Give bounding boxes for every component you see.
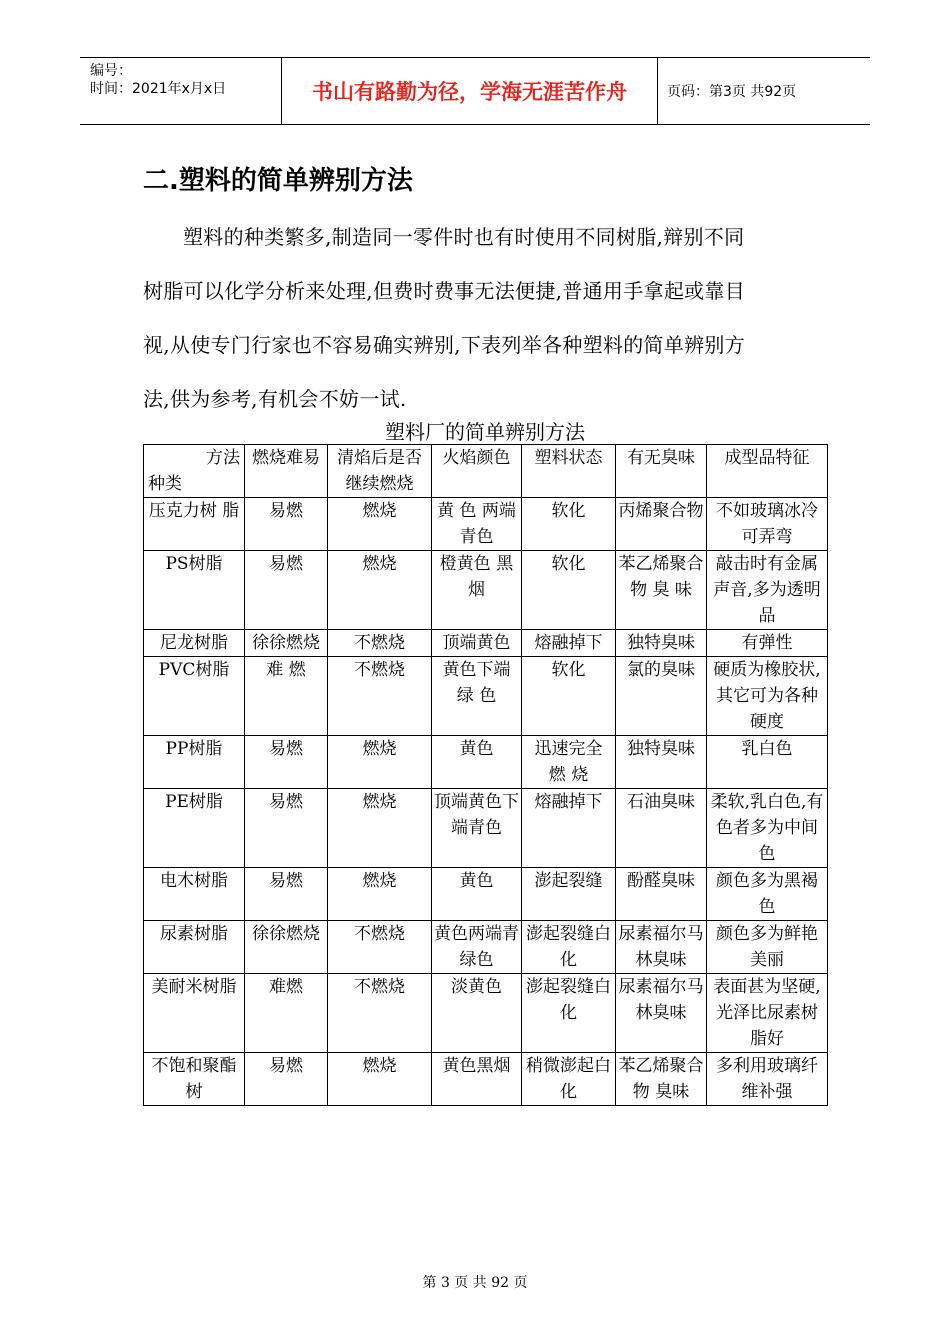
plastic-type-cell: 压克力树 脂	[144, 498, 245, 551]
table-cell: 不燃烧	[328, 657, 432, 736]
header-page-info: 页码：第3页 共92页	[667, 84, 797, 100]
table-cell: 不燃烧	[328, 974, 432, 1053]
table-cell: 燃烧	[328, 1053, 432, 1106]
table-cell: 不燃烧	[328, 630, 432, 657]
page-footer: 第 3 页 共 92 页	[422, 1275, 528, 1291]
table-cell: 软化	[522, 657, 616, 736]
time-label: 时间：2021年x月x日	[90, 81, 227, 97]
table-cell: 稍微澎起白化	[522, 1053, 616, 1106]
table-cell: 熔融掉下	[522, 789, 616, 868]
table-cell: 酚醛臭味	[616, 868, 707, 921]
table-cell: 黄色两端青绿色	[432, 921, 522, 974]
table-row	[144, 974, 828, 1053]
table-cell: 熔融掉下	[522, 630, 616, 657]
plastic-type-cell: PVC树脂	[144, 657, 245, 736]
table-row	[144, 868, 828, 921]
table-cell: 澎起裂缝	[522, 868, 616, 921]
header-meta	[80, 58, 282, 124]
table-row	[144, 551, 828, 630]
table-cell: 橙黄色 黑 烟	[432, 551, 522, 630]
column-header: 塑料状态	[522, 445, 616, 498]
table-cell: 顶端黄色下端青色	[432, 789, 522, 868]
table-cell: 柔软,乳白色,有色者多为中间色	[707, 789, 828, 868]
table-cell: 不如玻璃冰冷可弄弯	[707, 498, 828, 551]
paragraph-line: 树脂可以化学分析来处理,但费时费事无法便捷,普通用手拿起或靠目	[143, 279, 746, 303]
table-cell: 燃烧	[328, 551, 432, 630]
table-cell: 软化	[522, 498, 616, 551]
table-cell: 苯乙烯聚合物 臭味	[616, 1053, 707, 1106]
table-cell: 燃烧	[328, 736, 432, 789]
table-cell: 澎起裂缝白化	[522, 974, 616, 1053]
paragraph-line: 视,从使专门行家也不容易确实辨别,下表列举各种塑料的简单辨别方	[143, 333, 746, 357]
table-cell: 徐徐燃烧	[245, 921, 328, 974]
column-header: 火焰颜色	[432, 445, 522, 498]
table-cell: 敲击时有金属声音,多为透明品	[707, 551, 828, 630]
section-title: 二.塑料的简单辨别方法	[143, 166, 413, 196]
table-row	[144, 630, 828, 657]
table-cell: 表面甚为坚硬,光泽比尿素树脂好	[707, 974, 828, 1053]
plastic-type-cell: 不饱和聚酯树	[144, 1053, 245, 1106]
page-header	[80, 57, 870, 125]
table-cell: 石油臭味	[616, 789, 707, 868]
number-label: 编号：	[90, 63, 132, 79]
table-row	[144, 736, 828, 789]
corner-header	[144, 445, 245, 498]
table-cell: 尿素福尔马林臭味	[616, 974, 707, 1053]
column-header: 清焰后是否继续燃烧	[328, 445, 432, 498]
column-header: 燃烧难易	[245, 445, 328, 498]
table-cell: 易燃	[245, 789, 328, 868]
table-cell: 顶端黄色	[432, 630, 522, 657]
table-cell: 徐徐燃烧	[245, 630, 328, 657]
table-cell: 迅速完全 燃 烧	[522, 736, 616, 789]
plastic-type-cell: 电木树脂	[144, 868, 245, 921]
table-cell: 硬质为橡胶状,其它可为各种硬度	[707, 657, 828, 736]
table-cell: 颜色多为黑褐色	[707, 868, 828, 921]
paragraph-line: 塑料的种类繁多,制造同一零件时也有时使用不同树脂,辩别不同	[183, 225, 745, 249]
table-row	[144, 1053, 828, 1106]
plastic-type-cell: PP树脂	[144, 736, 245, 789]
table-cell: 难 燃	[245, 657, 328, 736]
table-cell: 燃烧	[328, 789, 432, 868]
table-cell: 易燃	[245, 498, 328, 551]
table-caption: 塑料厂的简单辨别方法	[385, 420, 585, 444]
identification-table	[143, 444, 828, 1106]
table-cell: 独特臭味	[616, 630, 707, 657]
table-row	[144, 657, 828, 736]
plastic-type-cell: PE树脂	[144, 789, 245, 868]
table-cell: 多利用玻璃纤维补强	[707, 1053, 828, 1106]
table-header-row	[144, 445, 828, 498]
plastic-type-cell: 美耐米树脂	[144, 974, 245, 1053]
corner-type: 种类	[148, 474, 182, 494]
table-row	[144, 921, 828, 974]
table-cell: 有弹性	[707, 630, 828, 657]
table-cell: 易燃	[245, 551, 328, 630]
table-row	[144, 789, 828, 868]
table-cell: 难燃	[245, 974, 328, 1053]
table-cell: 独特臭味	[616, 736, 707, 789]
table-cell: 黄色黑烟	[432, 1053, 522, 1106]
table-cell: 淡黄色	[432, 974, 522, 1053]
table-cell: 黄 色 两端青色	[432, 498, 522, 551]
table-cell: 乳白色	[707, 736, 828, 789]
table-cell: 苯乙烯聚合物 臭 味	[616, 551, 707, 630]
table-cell: 易燃	[245, 868, 328, 921]
table-cell: 颜色多为鲜艳美丽	[707, 921, 828, 974]
table-cell: 澎起裂缝白化	[522, 921, 616, 974]
plastic-type-cell: PS树脂	[144, 551, 245, 630]
corner-method: 方法	[206, 448, 240, 468]
table-row	[144, 498, 828, 551]
table-cell: 黄色	[432, 736, 522, 789]
intro-paragraph	[143, 210, 807, 426]
table-cell: 氯的臭味	[616, 657, 707, 736]
table-cell: 软化	[522, 551, 616, 630]
table-cell: 尿素福尔马林臭味	[616, 921, 707, 974]
table-cell: 黄色	[432, 868, 522, 921]
table-cell: 燃烧	[328, 868, 432, 921]
plastic-type-cell: 尿素树脂	[144, 921, 245, 974]
table-cell: 燃烧	[328, 498, 432, 551]
paragraph-line: 法,供为参考,有机会不妨一试.	[143, 387, 407, 411]
table-cell: 丙烯聚合物	[616, 498, 707, 551]
column-header: 成型品特征	[707, 445, 828, 498]
table-cell: 不燃烧	[328, 921, 432, 974]
table-cell: 黄色下端 绿 色	[432, 657, 522, 736]
header-motto: 书山有路勤为径，学海无涯苦作舟	[282, 58, 658, 124]
plastic-type-cell: 尼龙树脂	[144, 630, 245, 657]
table-cell: 易燃	[245, 1053, 328, 1106]
table-cell: 易燃	[245, 736, 328, 789]
column-header: 有无臭味	[616, 445, 707, 498]
